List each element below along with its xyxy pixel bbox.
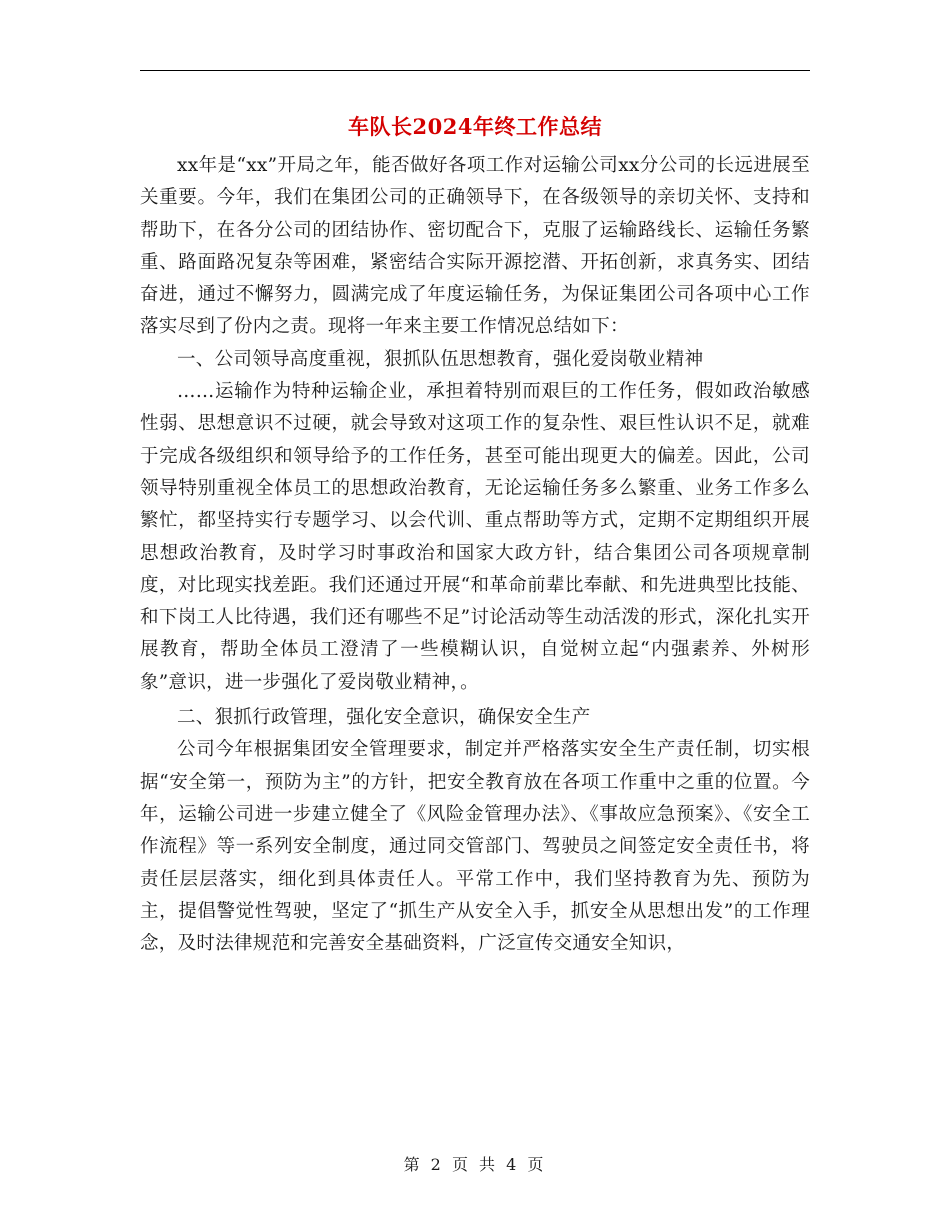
page-number: 第 2 页 共 4 页	[403, 1155, 547, 1174]
section-heading-2: 二、狠抓行政管理，强化安全意识，确保安全生产	[177, 707, 591, 729]
paragraph-intro: xx年是“xx”开局之年，能否做好各项工作对运输公司xx分公司的长远进展至关重要。今年，我们在集团公司的正确领导下，在各级领导的亲切关怀、支持和帮助下，在各分公司的团结协作、密切配合下，克服了运输路线长、运输任务繁重、路面路况复杂等困难，紧密结合实际开源挖潜、开拓创新，求真务实、团结奋进，通过不懈努力，圆满完成了年度运输任务，为保证集团公司各项中心工作落实尽到了份内之责。现将一年来主要工作情况总结如下：	[140, 155, 810, 338]
section-heading-1: 一、公司领导高度重视，狠抓队伍思想教育，强化爱岗敬业精神	[177, 348, 704, 370]
header-rule	[140, 70, 810, 71]
document-body	[140, 150, 810, 960]
paragraph-section-2: 公司今年根据集团安全管理要求，制定并严格落实安全生产责任制，切实根据“安全第一，预防为主”的方针，把安全教育放在各项工作重中之重的位置。今年，运输公司进一步建立健全了《风险金管理办法》、《事故应急预案》、《安全工作流程》等一系列安全制度，通过同交管部门、驾驶员之间签定安全责任书，将责任层层落实，细化到具体责任人。平常工作中，我们坚持教育为先、预防为主，提倡警觉性驾驶，坚定了“抓生产从安全入手，抓安全从思想出发”的工作理念，及时法律规范和完善安全基础资料，广泛宣传交通安全知识，	[140, 739, 810, 955]
paragraph-section-1: ……运输作为特种运输企业，承担着特别而艰巨的工作任务，假如政治敏感性弱、思想意识不过硬，就会导致对这项工作的复杂性、艰巨性认识不足，就难于完成各级组织和领导给予的工作任务，甚至可能出现更大的偏差。因此，公司领导特别重视全体员工的思想政治教育，无论运输任务多么繁重、业务工作多么繁忙，都坚持实行专题学习、以会代训、重点帮助等方式，定期不定期组织开展思想政治教育，及时学习时事政治和国家大政方针，结合集团公司各项规章制度，对比现实找差距。我们还通过开展“和革命前辈比奉献、和先进典型比技能、和下岗工人比待遇，我们还有哪些不足”讨论活动等生动活泼的形式，深化扎实开展教育，帮助全体员工澄清了一些模糊认识，自觉树立起“内强素养、外树形象”意识，进一步强化了爱岗敬业精神，。	[140, 381, 810, 693]
document-title: 车队长2024年终工作总结	[348, 114, 602, 139]
